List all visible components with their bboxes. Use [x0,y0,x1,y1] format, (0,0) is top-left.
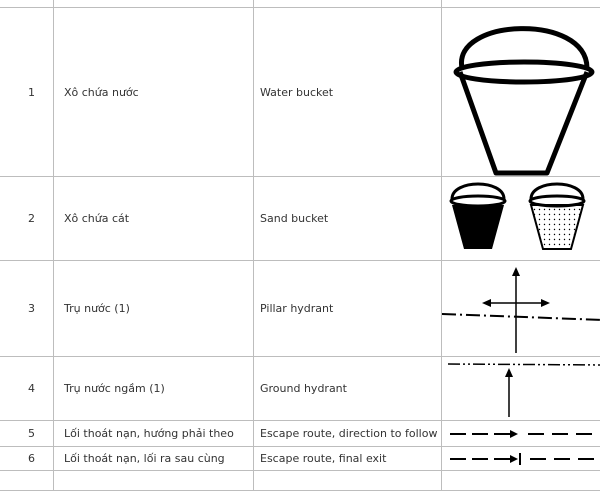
table-row [0,357,600,421]
vietnamese-label: Trụ nước ngầm (1) [54,357,254,421]
sand-bucket-icon [442,177,600,260]
english-label: Water bucket [254,8,442,177]
vietnamese-label: Xô chứa nước [54,8,254,177]
row-number: 5 [0,421,54,447]
row-number: 1 [0,8,54,177]
water-bucket-icon [442,8,600,176]
table-row [0,447,600,471]
english-label: Sand bucket [254,177,442,261]
vietnamese-label: Xô chứa cát [54,177,254,261]
english-label: Escape route, final exit [254,447,442,471]
table-row-top-partial [0,0,600,8]
table-row [0,421,600,447]
vietnamese-label: Lối thoát nạn, lối ra sau cùng [54,447,254,471]
row-number: 3 [0,261,54,357]
english-label: Ground hydrant [254,357,442,421]
table-row [0,8,600,177]
vietnamese-label: Lối thoát nạn, hướng phải theo [54,421,254,447]
sand-bucket-dotted-icon [530,184,584,249]
table-row [0,177,600,261]
row-number: 2 [0,177,54,261]
row-number: 4 [0,357,54,421]
table-row [0,261,600,357]
final-exit-arrow-icon [442,447,600,470]
vietnamese-label: Trụ nước (1) [54,261,254,357]
english-label: Escape route, direction to follow [254,421,442,447]
row-number: 6 [0,447,54,471]
sand-bucket-filled-icon [451,184,505,249]
escape-route-arrow-icon [442,421,600,446]
pillar-hydrant-icon [442,261,600,356]
english-label: Pillar hydrant [254,261,442,357]
ground-hydrant-icon [442,357,600,420]
